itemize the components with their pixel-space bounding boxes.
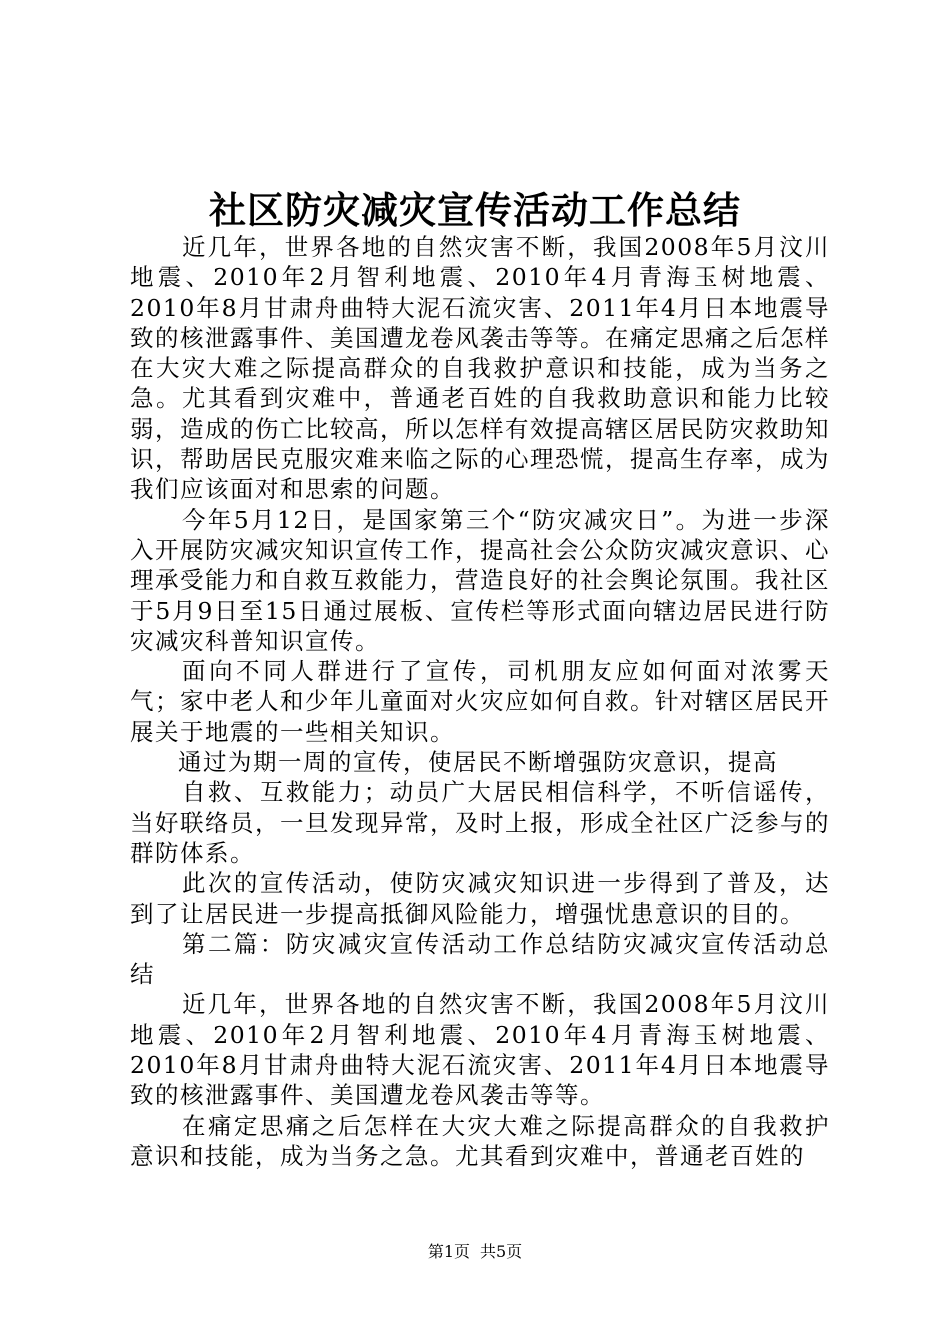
document-body — [130, 232, 830, 1171]
paragraph-week-result: 通过为期一周的宣传，使居民不断增强防灾意识，提高 — [178, 748, 778, 777]
paragraph-audiences: 面向不同人群进行了宣传，司机朋友应如何面对浓雾天气；家中老人和少年儿童面对火灾应如何自救。针对辖区居民开展关于地震的一些相关知识。 — [130, 657, 830, 746]
paragraph-disaster-day: 今年5月12日，是国家第三个“防灾减灾日”。为进一步深入开展防灾减灾知识宣传工作，提高社会公众防灾减灾意识、心理承受能力和自救互救能力，营造良好的社会舆论氛围。我社区于5月9日至15日通过展板、宣传栏等形式面向辖边居民进行防灾减灾科普知识宣传。 — [130, 505, 830, 655]
paragraph-intro-repeat: 近几年，世界各地的自然灾害不断，我国2008年5月汶川地震、2010年2月智利地震、2010年4月青海玉树地震、2010年8月甘肃舟曲特大泥石流灾害、2011年4月日本地震导致的核泄露事件、美国遭龙卷风袭击等等。 — [130, 990, 830, 1110]
page-number: 第1页 — [427, 1242, 470, 1261]
paragraph-intro: 近几年，世界各地的自然灾害不断，我国2008年5月汶川地震、2010年2月智利地震、2010年4月青海玉树地震、2010年8月甘肃舟曲特大泥石流灾害、2011年4月日本地震导致的核泄露事件、美国遭龙卷风袭击等等。在痛定思痛之后怎样在大灾大难之际提高群众的自我救护意识和技能，成为当务之急。尤其看到灾难中，普通老百姓的自我救助意识和能力比较弱，造成的伤亡比较高，所以怎样有效提高辖区居民防灾救助知识，帮助居民克服灾难来临之际的心理恐慌，提高生存率，成为我们应该面对和思索的问题。 — [130, 233, 830, 504]
page-total: 共5页 — [480, 1242, 523, 1261]
document-title: 社区防灾减灾宣传活动工作总结 — [209, 188, 741, 232]
page-footer — [0, 1241, 950, 1263]
paragraph-conclusion: 此次的宣传活动，使防灾减灾知识进一步得到了普及，达到了让居民进一步提高抵御风险能力，增强忧患意识的目的。 — [130, 869, 830, 928]
paragraph-awareness: 在痛定思痛之后怎样在大灾大难之际提高群众的自我救护意识和技能，成为当务之急。尤其看到灾难中，普通老百姓的 — [130, 1111, 830, 1170]
paragraph-self-rescue: 自救、互救能力；动员广大居民相信科学，不听信谣传，当好联络员，一旦发现异常，及时上报，形成全社区广泛参与的群防体系。 — [130, 778, 830, 867]
section-heading-part-two: 第二篇：防灾减灾宣传活动工作总结防灾减灾宣传活动总结 — [130, 929, 830, 989]
